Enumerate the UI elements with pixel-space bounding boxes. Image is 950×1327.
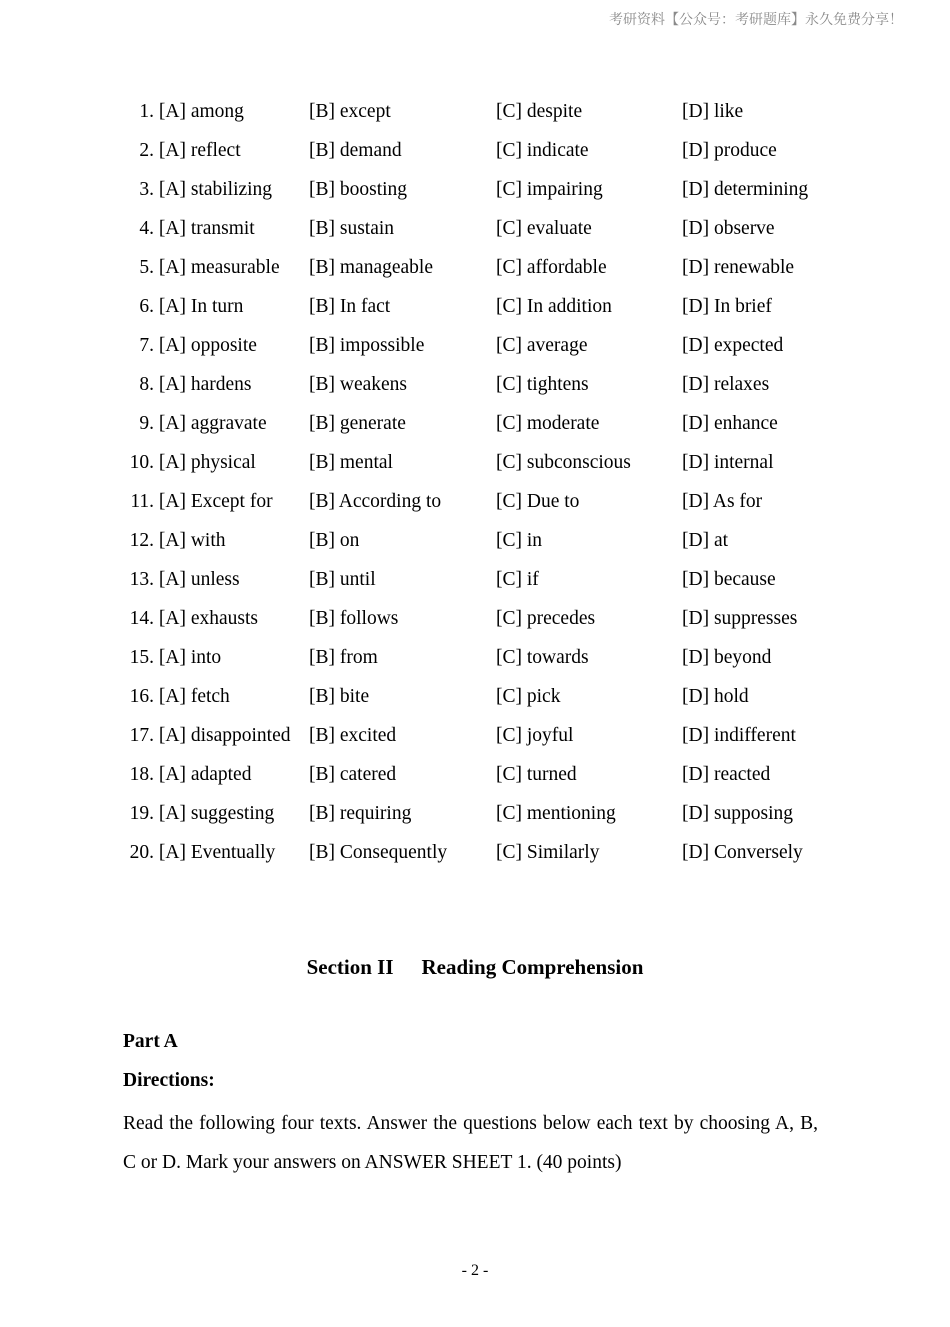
option-a-cell [123, 601, 309, 640]
option-a: [A] into [158, 647, 222, 668]
question-number: 12. [129, 530, 154, 551]
option-c: [C] In addition [496, 296, 612, 317]
option-c: [C] subconscious [496, 452, 631, 473]
option-a-cell [123, 250, 309, 289]
question-number: 7. [139, 335, 154, 356]
option-row [123, 679, 862, 718]
option-row [123, 640, 862, 679]
option-a: [A] aggravate [158, 413, 267, 434]
option-row [123, 94, 862, 133]
option-a-cell [123, 484, 309, 523]
option-d: [D] indifferent [682, 725, 796, 746]
section-title: Reading Comprehension [421, 955, 644, 979]
option-a: [A] adapted [158, 764, 252, 785]
option-a: [A] reflect [158, 140, 241, 161]
directions-text: Read the following four texts. Answer the questions below each text by choosing A, B, C or D. Mark your answers on ANSWER SHEET 1. (40 points) [123, 1113, 818, 1173]
option-row [123, 211, 862, 250]
option-row [123, 562, 862, 601]
option-a: [A] stabilizing [158, 179, 273, 200]
question-number: 15. [129, 647, 154, 668]
option-a: [A] Except for [158, 491, 273, 512]
option-b: [B] mental [309, 452, 393, 473]
option-b: [B] sustain [309, 218, 395, 239]
watermark-text: 考研资料【公众号：考研题库】永久免费分享！ [609, 12, 903, 28]
option-a-cell [123, 835, 309, 874]
option-d: [D] observe [682, 218, 775, 239]
option-b: [B] generate [309, 413, 406, 434]
question-number: 1. [139, 101, 154, 122]
option-row [123, 484, 862, 523]
option-d: [D] As for [682, 491, 763, 512]
option-b: [B] except [309, 101, 391, 122]
option-row [123, 328, 862, 367]
question-number: 19. [129, 803, 154, 824]
option-d: [D] supposing [682, 803, 794, 824]
option-a-cell [123, 406, 309, 445]
question-number: 8. [139, 374, 154, 395]
option-b: [B] until [309, 569, 376, 590]
option-a-cell [123, 718, 309, 757]
directions-heading: Directions: [123, 1070, 215, 1091]
option-a-cell [123, 640, 309, 679]
option-d: [D] relaxes [682, 374, 770, 395]
option-c: [C] in [496, 530, 543, 551]
option-b: [B] excited [309, 725, 397, 746]
option-row [123, 367, 862, 406]
option-a-cell [123, 211, 309, 250]
option-b: [B] According to [309, 491, 442, 512]
option-c: [C] if [496, 569, 539, 590]
option-a-cell [123, 523, 309, 562]
question-number: 11. [130, 491, 154, 512]
option-b: [B] bite [309, 686, 370, 707]
question-number: 6. [139, 296, 154, 317]
question-number: 16. [129, 686, 154, 707]
question-number: 9. [139, 413, 154, 434]
option-c: [C] affordable [496, 257, 607, 278]
option-row [123, 523, 862, 562]
option-a: [A] fetch [158, 686, 230, 707]
question-number: 4. [139, 218, 154, 239]
option-row [123, 133, 862, 172]
option-a-cell [123, 172, 309, 211]
option-d: [D] internal [682, 452, 774, 473]
option-c: [C] despite [496, 101, 583, 122]
option-d: [D] suppresses [682, 608, 798, 629]
option-a: [A] hardens [158, 374, 252, 395]
option-c: [C] impairing [496, 179, 603, 200]
option-row [123, 406, 862, 445]
option-d: [D] Conversely [682, 842, 803, 863]
option-b: [B] demand [309, 140, 402, 161]
question-number: 10. [129, 452, 154, 473]
option-b: [B] In fact [309, 296, 391, 317]
option-a-cell [123, 679, 309, 718]
option-c: [C] pick [496, 686, 561, 707]
section-label: Section II [306, 955, 394, 979]
option-d: [D] enhance [682, 413, 778, 434]
part-heading: Part A [123, 1031, 178, 1052]
option-a: [A] transmit [158, 218, 255, 239]
option-a-cell [123, 133, 309, 172]
option-a: [A] In turn [158, 296, 244, 317]
option-a-cell [123, 289, 309, 328]
option-a: [A] measurable [158, 257, 280, 278]
option-a: [A] opposite [158, 335, 257, 356]
option-row [123, 757, 862, 796]
option-c: [C] indicate [496, 140, 589, 161]
option-a: [A] unless [158, 569, 240, 590]
option-b: [B] from [309, 647, 378, 668]
option-c: [C] towards [496, 647, 589, 668]
option-d: [D] because [682, 569, 776, 590]
option-b: [B] boosting [309, 179, 408, 200]
option-row [123, 835, 862, 874]
option-b: [B] Consequently [309, 842, 448, 863]
option-a-cell [123, 757, 309, 796]
option-d: [D] renewable [682, 257, 795, 278]
option-b: [B] manageable [309, 257, 433, 278]
option-b: [B] impossible [309, 335, 425, 356]
option-a-cell [123, 445, 309, 484]
cloze-options-list [123, 94, 862, 874]
option-d: [D] In brief [682, 296, 772, 317]
option-a-cell [123, 94, 309, 133]
option-c: [C] Due to [496, 491, 580, 512]
option-row [123, 796, 862, 835]
question-number: 13. [129, 569, 154, 590]
option-c: [C] tightens [496, 374, 589, 395]
option-a: [A] Eventually [158, 842, 276, 863]
question-number: 20. [129, 842, 154, 863]
option-row [123, 250, 862, 289]
option-row [123, 289, 862, 328]
option-b: [B] follows [309, 608, 399, 629]
option-b: [B] requiring [309, 803, 412, 824]
question-number: 18. [129, 764, 154, 785]
option-c: [C] turned [496, 764, 577, 785]
page-number: - 2 - [461, 1262, 489, 1279]
option-c: [C] Similarly [496, 842, 600, 863]
option-b: [B] weakens [309, 374, 408, 395]
option-row [123, 601, 862, 640]
question-number: 14. [129, 608, 154, 629]
question-number: 3. [139, 179, 154, 200]
option-d: [D] expected [682, 335, 784, 356]
option-row [123, 445, 862, 484]
option-c: [C] moderate [496, 413, 600, 434]
option-a-cell [123, 367, 309, 406]
option-b: [B] on [309, 530, 360, 551]
section-heading [0, 955, 950, 980]
option-a: [A] with [158, 530, 226, 551]
option-a-cell [123, 562, 309, 601]
question-number: 17. [129, 725, 154, 746]
option-a: [A] disappointed [158, 725, 291, 746]
option-d: [D] produce [682, 140, 777, 161]
option-a-cell [123, 328, 309, 367]
option-c: [C] precedes [496, 608, 596, 629]
option-a: [A] among [158, 101, 244, 122]
option-d: [D] hold [682, 686, 749, 707]
option-a: [A] exhausts [158, 608, 258, 629]
option-a: [A] suggesting [158, 803, 275, 824]
option-a: [A] physical [158, 452, 256, 473]
option-d: [D] reacted [682, 764, 771, 785]
option-d: [D] determining [682, 179, 809, 200]
option-d: [D] at [682, 530, 729, 551]
option-b: [B] catered [309, 764, 397, 785]
option-c: [C] evaluate [496, 218, 592, 239]
question-number: 5. [139, 257, 154, 278]
option-c: [C] joyful [496, 725, 574, 746]
option-d: [D] like [682, 101, 744, 122]
question-number: 2. [139, 140, 154, 161]
option-d: [D] beyond [682, 647, 772, 668]
option-row [123, 172, 862, 211]
option-c: [C] average [496, 335, 588, 356]
option-c: [C] mentioning [496, 803, 616, 824]
option-row [123, 718, 862, 757]
option-a-cell [123, 796, 309, 835]
